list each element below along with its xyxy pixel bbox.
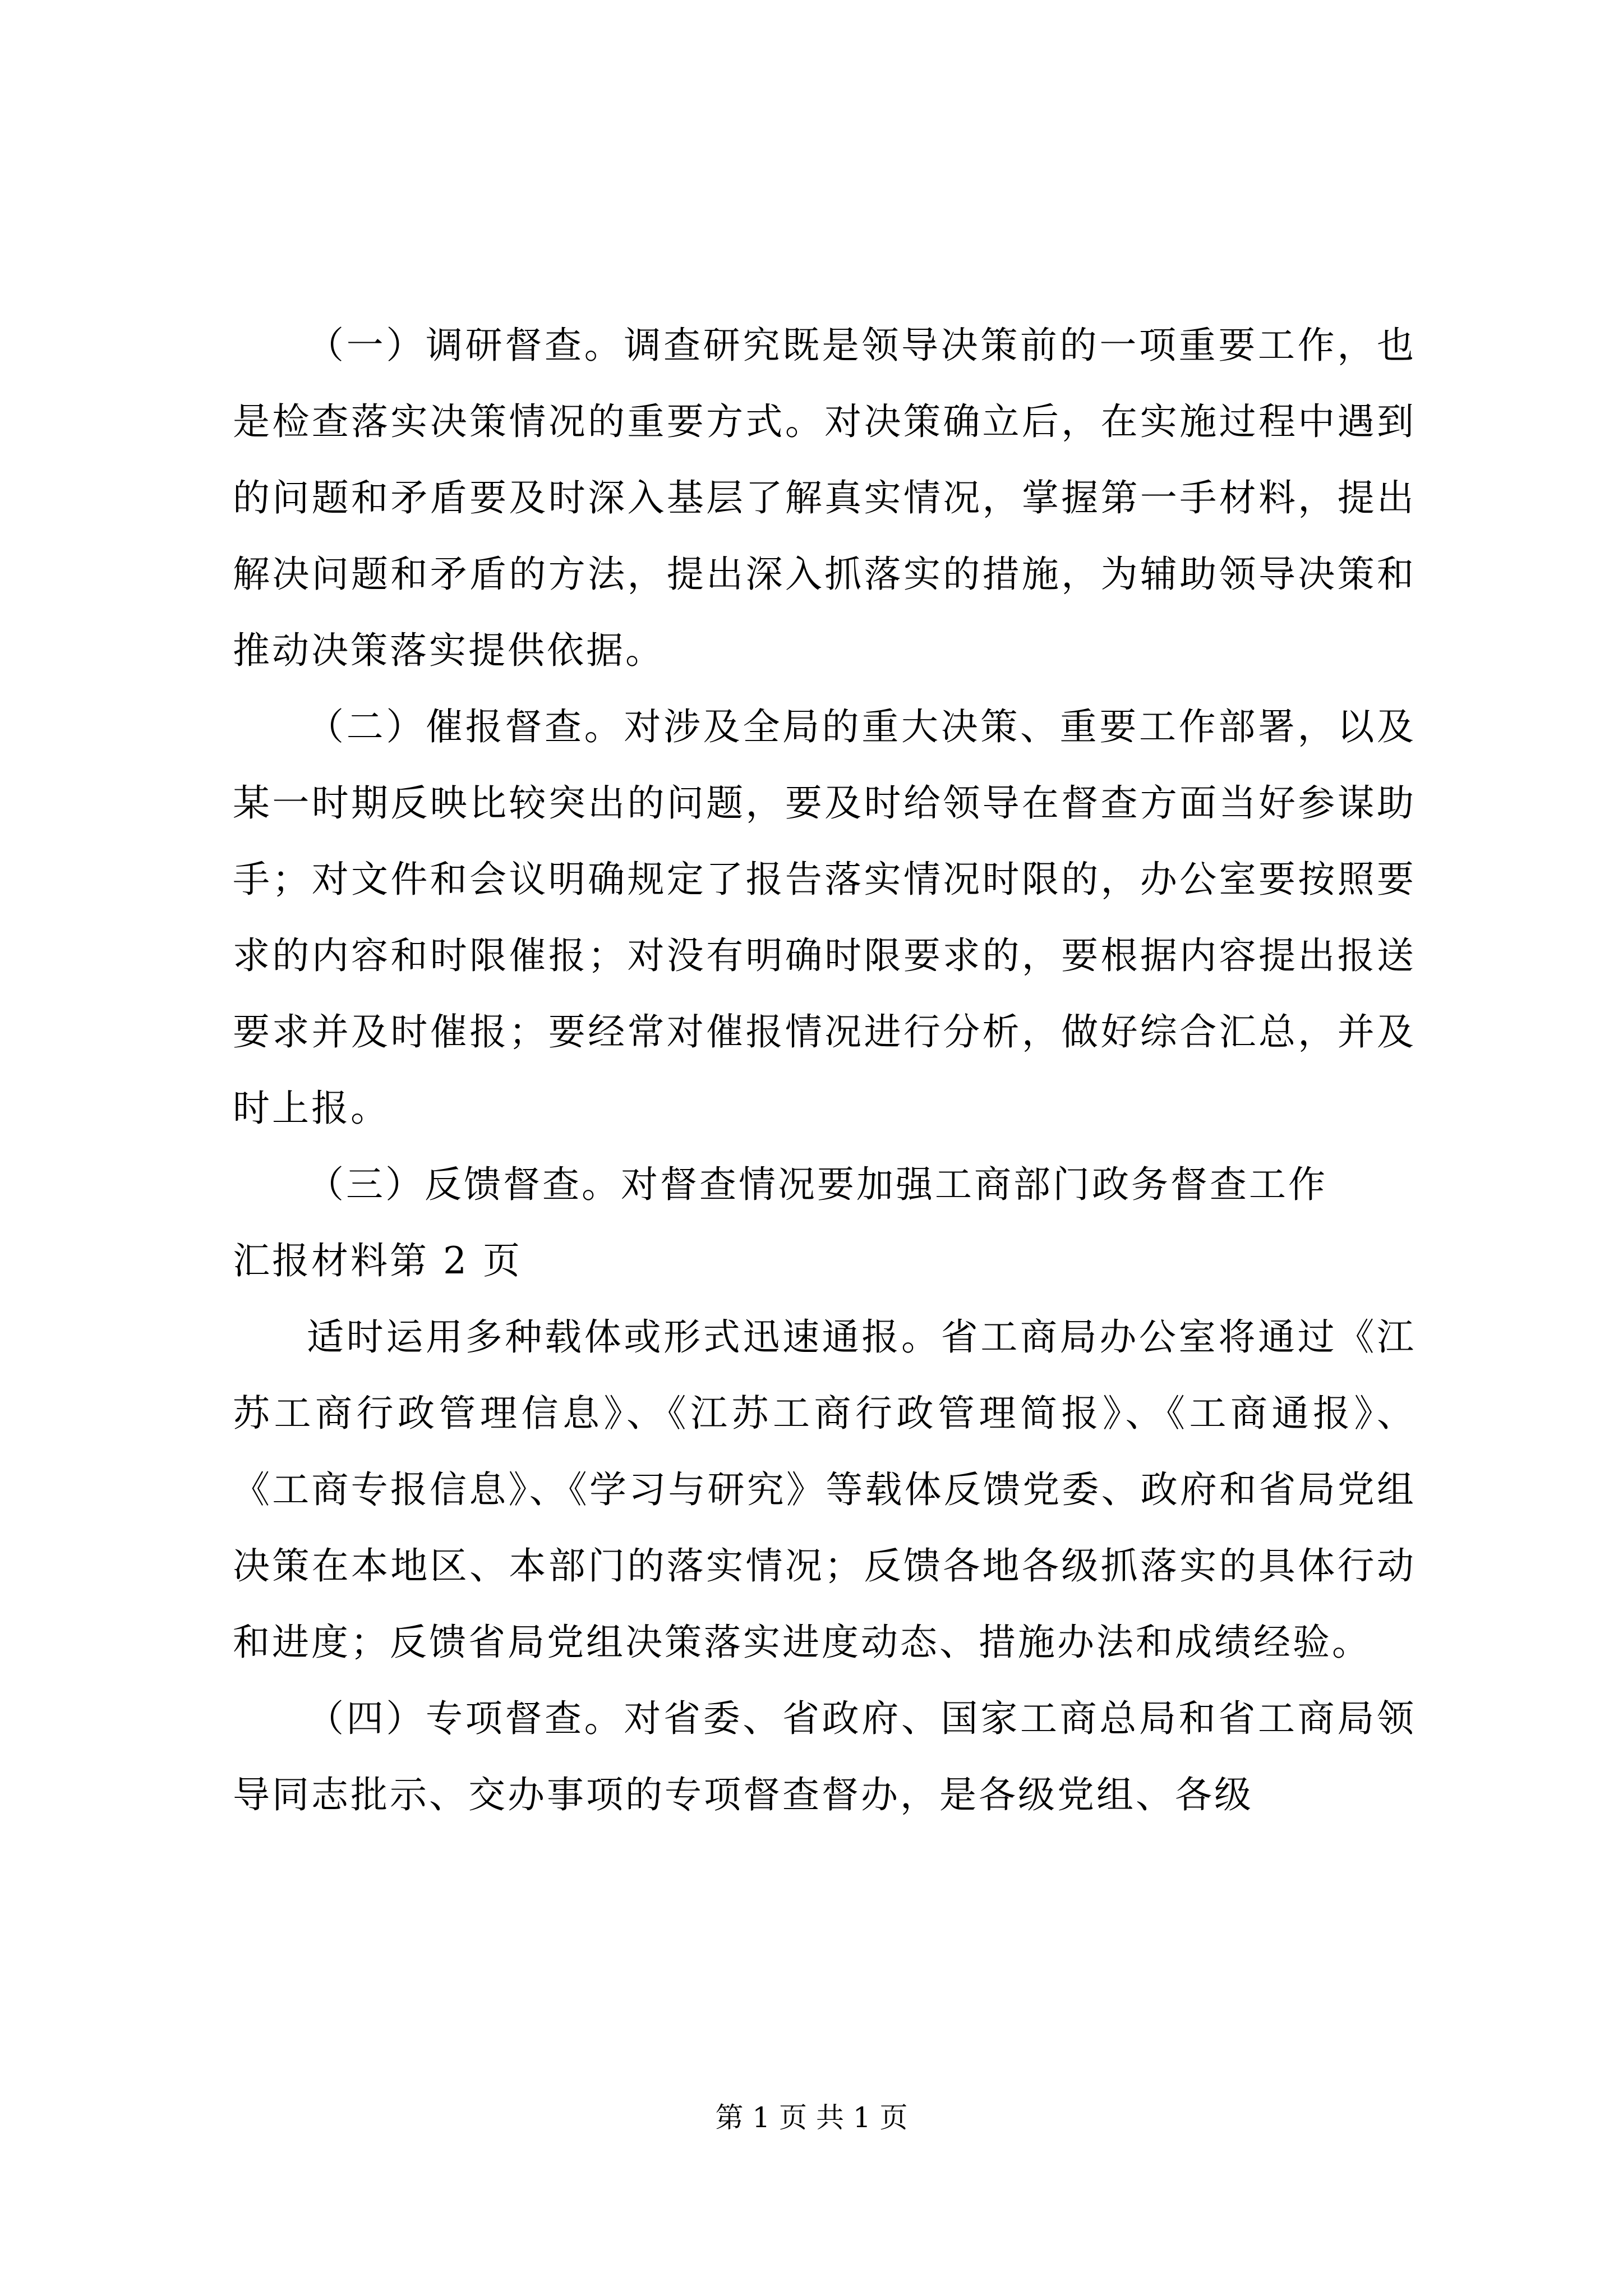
page-footer: 第 1 页 共 1 页 [715,2101,908,2134]
document-body [233,307,1416,1833]
paragraph-feedback-supervision: （三）反馈督查。对督查情况要加强工商部门政务督查工作 汇报材料第 2 页 [233,1163,1327,1282]
paragraph-reporting-channels: 适时运用多种载体或形式迅速通报。省工商局办公室将通过《江苏工商行政管理信息》、《江苏工商行政管理简报》、《工商通报》、《工商专报信息》、《学习与研究》等载体反馈党委、政府和省局党组决策在本地区、本部门的落实情况；反馈各地各级抓落实的具体行动和进度；反馈省局党组决策落实进度动态、措施办法和成绩经验。 [233,1315,1416,1664]
paragraph-special-supervision: （四）专项督查。对省委、省政府、国家工商总局和省工商局领导同志批示、交办事项的专项督查督办，是各级党组、各级 [233,1697,1416,1816]
paragraph-reminder-supervision: （二）催报督查。对涉及全局的重大决策、重要工作部署，以及某一时期反映比较突出的问题，要及时给领导在督查方面当好参谋助手；对文件和会议明确规定了报告落实情况时限的，办公室要按照要求的内容和时限催报；对没有明确时限要求的，要根据内容提出报送要求并及时催报；要经常对催报情况进行分析，做好综合汇总，并及时上报。 [233,705,1416,1130]
paragraph-research-supervision: （一）调研督查。调查研究既是领导决策前的一项重要工作，也是检查落实决策情况的重要方式。对决策确立后，在实施过程中遇到的问题和矛盾要及时深入基层了解真实情况，掌握第一手材料，提出解决问题和矛盾的方法，提出深入抓落实的措施，为辅助领导决策和推动决策落实提供依据。 [233,324,1416,672]
